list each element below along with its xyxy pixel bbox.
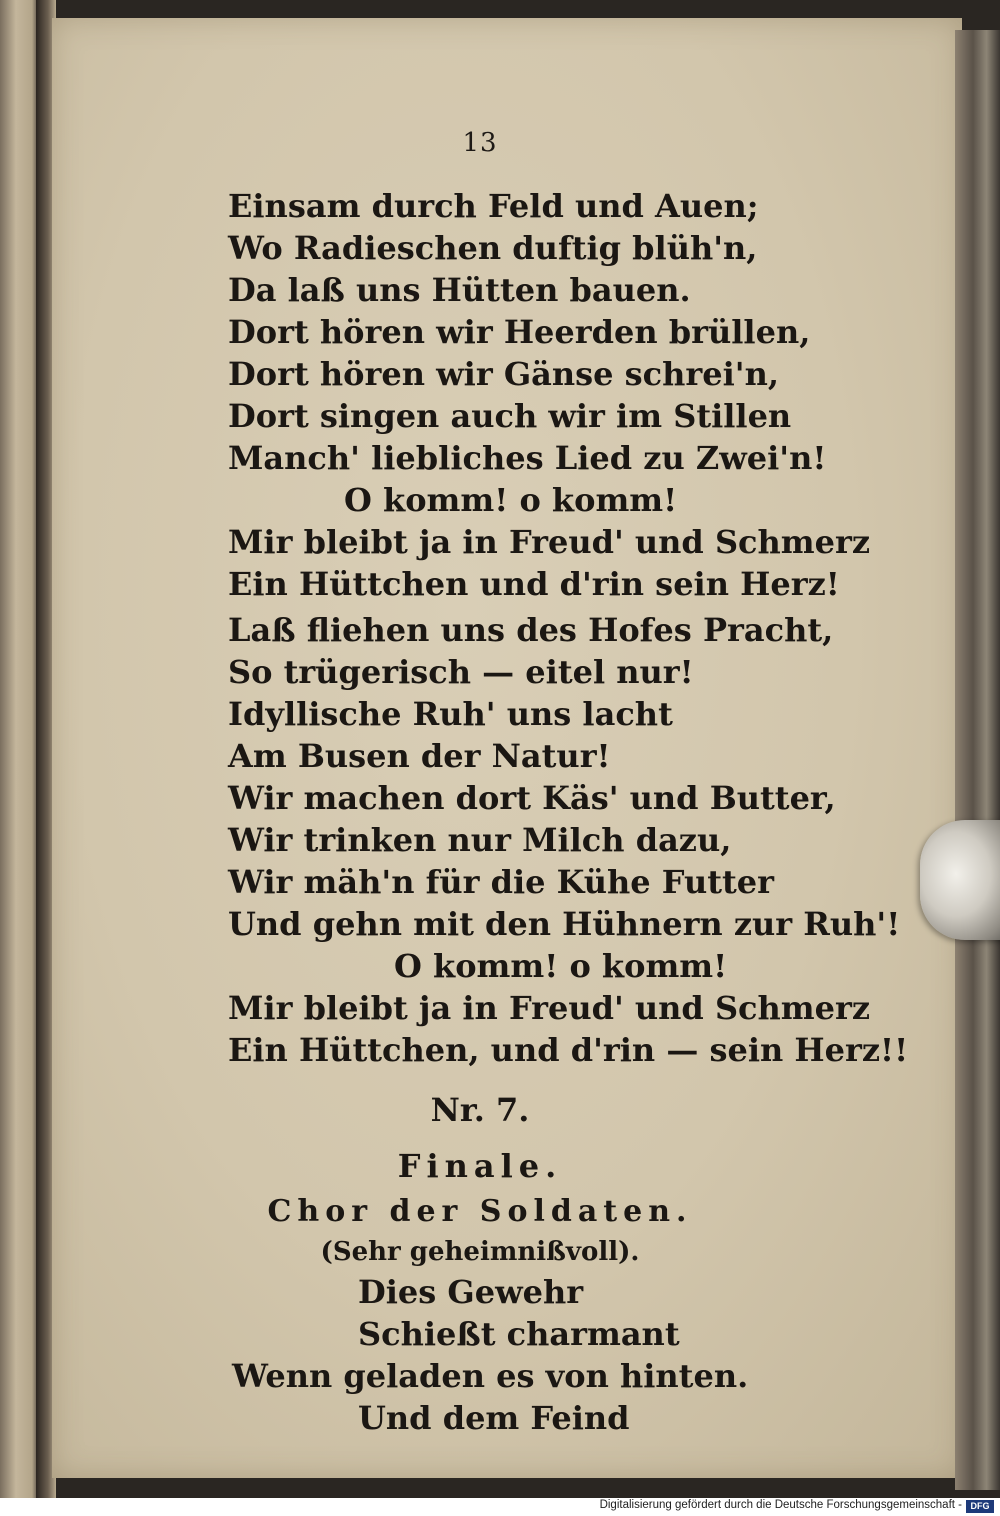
- verse-line: Einsam durch Feld und Auen;: [228, 187, 759, 225]
- verse-line: Mir bleibt ja in Freud' und Schmerz: [228, 523, 871, 561]
- verse-line: Dort singen auch wir im Stillen: [228, 397, 792, 435]
- section-number: Nr. 7.: [430, 1091, 530, 1129]
- refrain-line: O komm! o komm!: [344, 481, 678, 519]
- verse-line: Wenn geladen es von hinten.: [232, 1357, 749, 1395]
- verse-line: Dies Gewehr: [358, 1273, 584, 1311]
- verse-line: Da laß uns Hütten bauen.: [228, 271, 691, 309]
- verse-line: Wir mäh'n für die Kühe Futter: [228, 863, 774, 901]
- verse-line: Wo Radieschen duftig blüh'n,: [228, 229, 758, 267]
- verse-line: Und dem Feind: [358, 1399, 630, 1437]
- verse-line: Ein Hüttchen, und d'rin — sein Herz!!: [228, 1031, 909, 1069]
- verse-line: Dort hören wir Gänse schrei'n,: [228, 355, 779, 393]
- verse-line: Am Busen der Natur!: [228, 737, 611, 775]
- footer-credit: Digitalisierung gefördert durch die Deutsche Forschungsgemeinschaft -: [599, 1499, 962, 1511]
- dfg-logo-icon: DFG: [966, 1500, 994, 1513]
- page-number: 13: [462, 128, 498, 158]
- verse-line: Idyllische Ruh' uns lacht: [228, 695, 673, 733]
- verse-line: Wir trinken nur Milch dazu,: [228, 821, 732, 859]
- verse-line: Manch' liebliches Lied zu Zwei'n!: [228, 439, 827, 477]
- verse-line: Wir machen dort Käs' und Butter,: [228, 779, 836, 817]
- refrain-line: O komm! o komm!: [394, 947, 728, 985]
- verse-line: Mir bleibt ja in Freud' und Schmerz: [228, 989, 871, 1027]
- verse-line: So trügerisch — eitel nur!: [228, 653, 694, 691]
- verse-line: Ein Hüttchen und d'rin sein Herz!: [228, 565, 840, 603]
- verse-line: Und gehn mit den Hühnern zur Ruh'!: [228, 905, 901, 943]
- verse-line: Dort hören wir Heerden brüllen,: [228, 313, 811, 351]
- digitization-footer: [0, 1498, 1000, 1516]
- section-subtitle: Chor der Soldaten.: [267, 1194, 693, 1229]
- stage-direction: (Sehr geheimnißvoll).: [320, 1237, 640, 1267]
- verse-line: Laß fliehen uns des Hofes Pracht,: [228, 611, 834, 649]
- verse-line: Schießt charmant: [358, 1315, 680, 1353]
- section-title: Finale.: [397, 1147, 563, 1185]
